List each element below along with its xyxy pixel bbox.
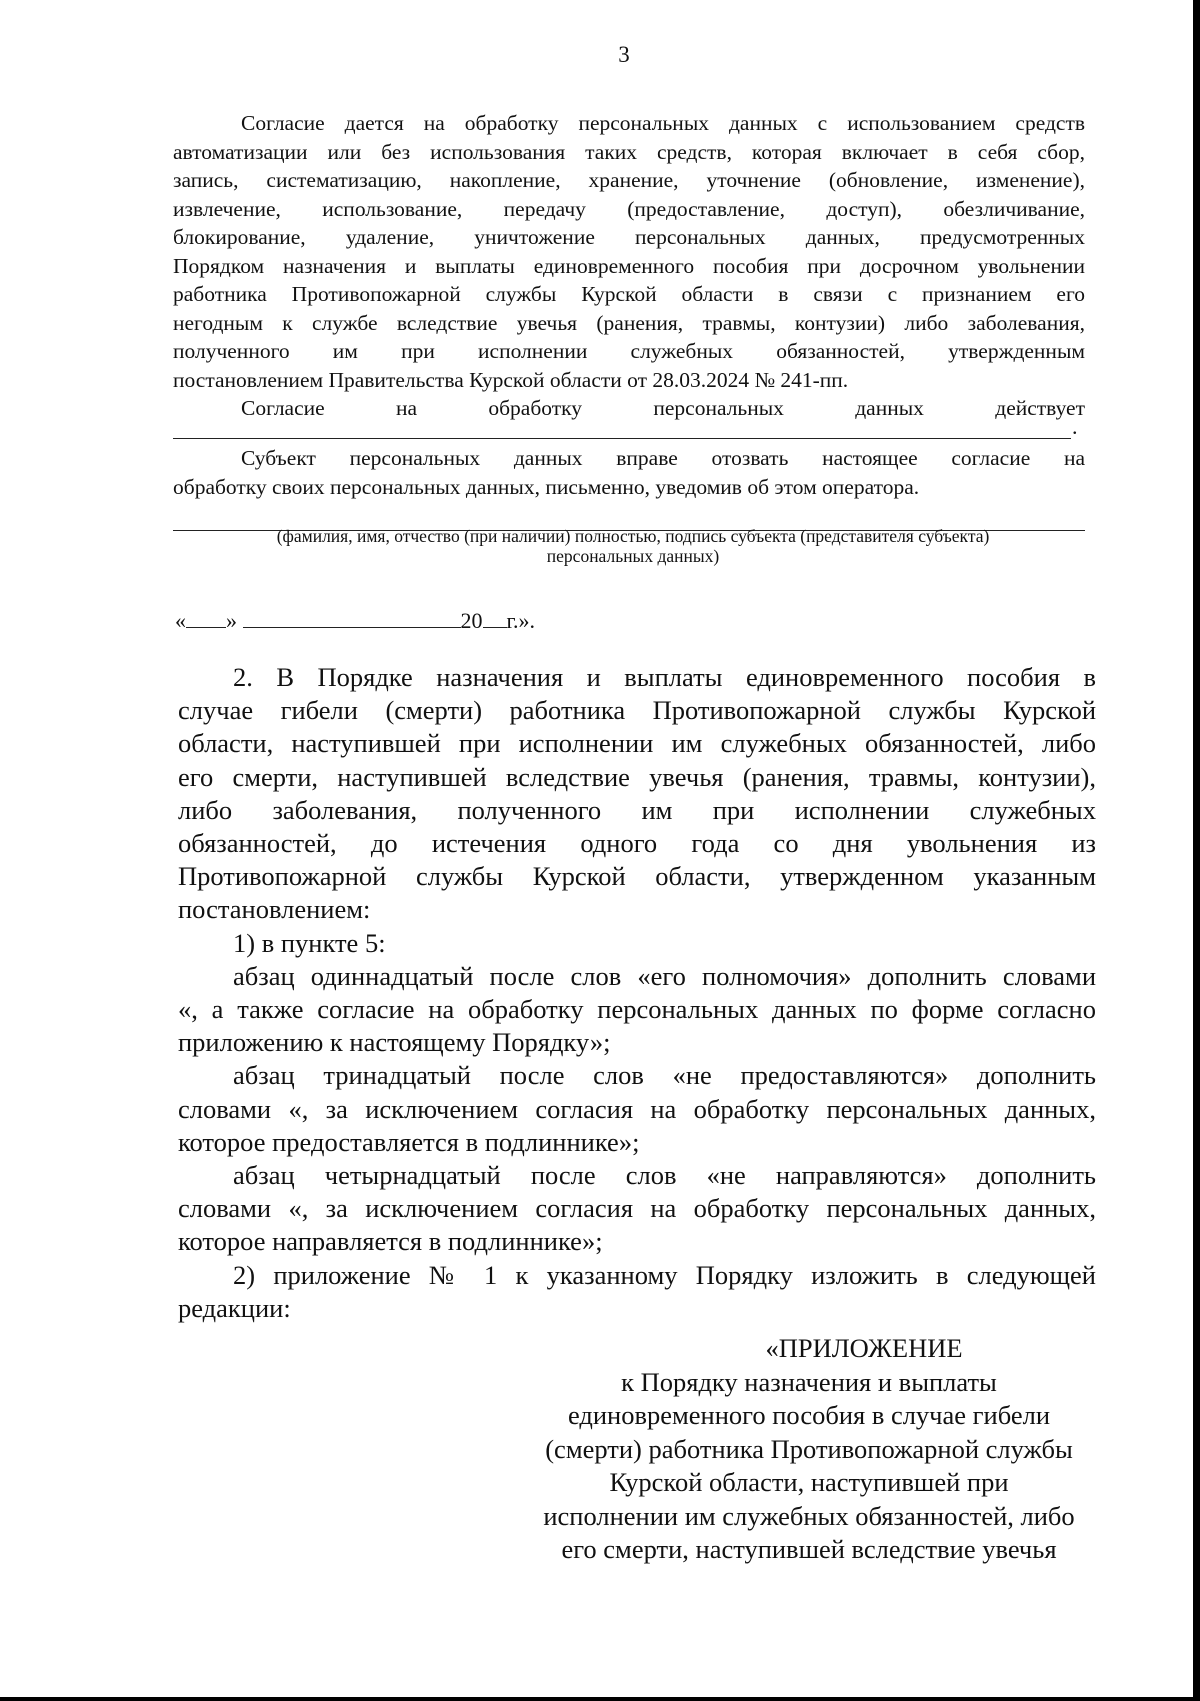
consent-line: автоматизации или без использования таких средств, которая включает в себя сбор, [173, 139, 1085, 164]
amendment-line: словами «, за исключением согласия на обработку персональных данных, [178, 1093, 1096, 1124]
month-blank [243, 609, 461, 628]
amendment-line: 2. В Порядке назначения и выплаты единовременного пособия в [233, 662, 1096, 692]
validity-end: . [1072, 414, 1078, 439]
revoke-paragraph [173, 444, 1085, 501]
day-blank [186, 609, 226, 628]
appendix-title: «ПРИЛОЖЕНИЕ [765, 1333, 963, 1363]
consent-line: работника Противопожарной службы Курской области в связи с признанием его [173, 282, 1085, 306]
consent-scope-paragraph [173, 109, 1085, 423]
consent-line: полученного им при исполнении служебных обязанностей, утвержденным [173, 339, 1085, 363]
consent-line: Порядком назначения и выплаты единовременного пособия при досрочном увольнении [173, 253, 1085, 278]
amendment-line: «, а также согласие на обработку персональных данных по форме согласно [178, 994, 1096, 1025]
consent-line: извлечение, использование, передачу (предоставление, доступ), обезличивание, [173, 196, 1085, 221]
consent-line: блокирование, удаление, уничтожение персональных данных, предусмотренных [173, 225, 1085, 249]
signature-caption-line: персональных данных) [546, 546, 720, 566]
amendment-line: либо заболевания, полученного им при исполнении служебных [178, 794, 1096, 825]
amendment-line: которое предоставляется в подлиннике»; [178, 1126, 640, 1157]
validity-blank-line [173, 438, 1071, 439]
amendment-line: обязанностей, до истечения одного года со дня увольнения из [178, 828, 1096, 859]
scan-edge-right [1193, 0, 1200, 1701]
appendix-line: единовременного пособия в случае гибели [567, 1400, 1051, 1430]
appendix-line: к Порядку назначения и выплаты [621, 1366, 997, 1397]
date-close-quote: » [226, 608, 237, 633]
date-suffix: г.». [506, 608, 536, 633]
amendment-line: 1) в пункте 5: [233, 927, 386, 958]
amendment-line: случае гибели (смерти) работника Противопожарной службы Курской [178, 695, 1096, 726]
amendment-line: абзац четырнадцатый после слов «не направляются» дополнить [233, 1160, 1096, 1191]
validity-label: Согласие на обработку персональных данных действует [241, 396, 1085, 420]
amendment-line: его смерти, наступившей вследствие увечья (ранения, травмы, контузии), [178, 761, 1096, 792]
consent-line: Согласие дается на обработку персональных данных с использованием средств [241, 111, 1085, 135]
amendment-line: 2) приложение № 1 к указанному Порядку изложить в следующей [233, 1259, 1096, 1290]
amendment-line: которое направляется в подлиннике»; [178, 1226, 603, 1257]
signature-caption-line: (фамилия, имя, отчество (при наличии) полностью, подпись субъекта (представителя субъекта) [276, 526, 990, 546]
amendment-line: абзац тринадцатый после слов «не предоставляются» дополнить [233, 1060, 1096, 1091]
page-number: 3 [618, 42, 630, 67]
appendix-line: его смерти, наступившей вследствие увечья [561, 1534, 1057, 1564]
signature-caption [173, 526, 1093, 566]
scan-edge-bottom [0, 1697, 1200, 1701]
amendment-line: абзац одиннадцатый после слов «его полномочия» дополнить словами [233, 960, 1096, 991]
amendments-section [178, 661, 1096, 1325]
consent-line: негодным к службе вследствие увечья (ранения, травмы, контузии) либо заболевания, [173, 310, 1085, 335]
amendment-line: редакции: [178, 1292, 291, 1323]
year-blank [483, 609, 507, 628]
amendment-line: словами «, за исключением согласия на обработку персональных данных, [178, 1193, 1096, 1224]
appendix-line: Курской области, наступившей при [609, 1467, 1009, 1497]
revoke-line: обработку своих персональных данных, письменно, уведомив об этом оператора. [173, 474, 920, 499]
appendix-line: исполнении им служебных обязанностей, либо [543, 1500, 1075, 1531]
consent-line: запись, систематизацию, накопление, хранение, уточнение (обновление, изменение), [173, 168, 1085, 192]
amendment-line: постановлением: [178, 894, 371, 925]
date-line [175, 608, 535, 634]
amendment-line: Противопожарной службы Курской области, утвержденном указанным [178, 861, 1096, 892]
date-open-quote: « [175, 608, 186, 633]
amendment-line: области, наступившей при исполнении им служебных обязанностей, либо [178, 728, 1096, 759]
consent-line: постановлением Правительства Курской области от 28.03.2024 № 241-пп. [173, 367, 849, 392]
appendix-header [510, 1332, 1108, 1567]
year-prefix: 20 [460, 608, 483, 633]
amendment-line: приложению к настоящему Порядку»; [178, 1027, 611, 1058]
revoke-line: Субъект персональных данных вправе отозвать настоящее согласие на [241, 446, 1085, 470]
appendix-line: (смерти) работника Противопожарной службы [545, 1433, 1073, 1464]
